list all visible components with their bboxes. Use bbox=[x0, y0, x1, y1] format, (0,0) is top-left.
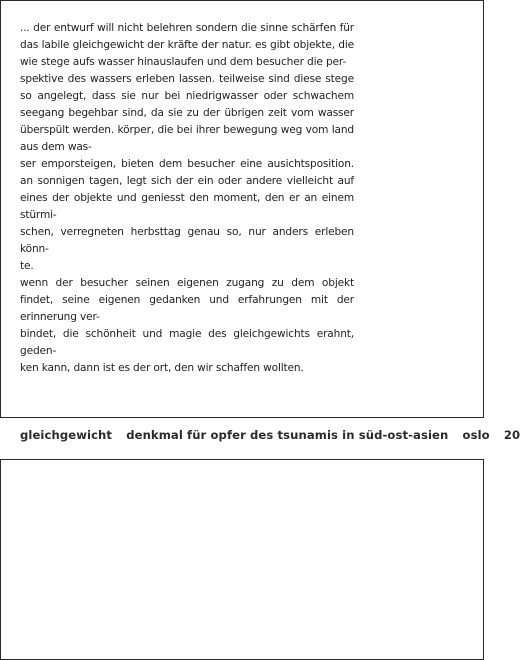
caption-bar bbox=[20, 428, 521, 448]
paragraph-1: ... der entwurf will nicht belehren sondern die sinne schärfen für das labile gleichgewicht der kräfte der natur. es gibt objekte, die wie stege aufs wasser hinauslaufen und dem besucher die per- spektive des wassers erleben lassen. teilweise sind diese stege so angelegt, dass sie nur bei niedrigwasser oder schwachem seegang begehbar sind, da sie zu der übrigen zeit vom wasser überspült werden. körper, die bei ihrer bewegung weg vom land aus dem was- ser emporsteigen, bieten dem besucher eine ausichtsposition. an sonnigen tagen, legt sich der ein oder andere vielleicht auf eines der objekte und geniesst den moment, den er an einem stürmi- schen, verregneten herbsttag genau so, nur anders erleben könn- te. bbox=[20, 22, 354, 272]
project-subtitle: denkmal für opfer des tsunamis in süd-ost-asien bbox=[126, 428, 449, 442]
body-text bbox=[20, 20, 354, 377]
paragraph-2: wenn der besucher seinen eigenen zugang zu dem objekt findet, seine eigenen gedanken und erfahrungen mit der erinnerung ver- bindet, die schönheit und magie des gleichgewichts erahnt, geden- ken kann, dann ist es der ort, den wir schaffen wollten. bbox=[20, 277, 354, 374]
project-city: oslo bbox=[462, 428, 490, 442]
project-year: 20 bbox=[503, 428, 521, 442]
project-title: gleichgewicht bbox=[20, 428, 113, 442]
image-panel bbox=[0, 459, 484, 660]
